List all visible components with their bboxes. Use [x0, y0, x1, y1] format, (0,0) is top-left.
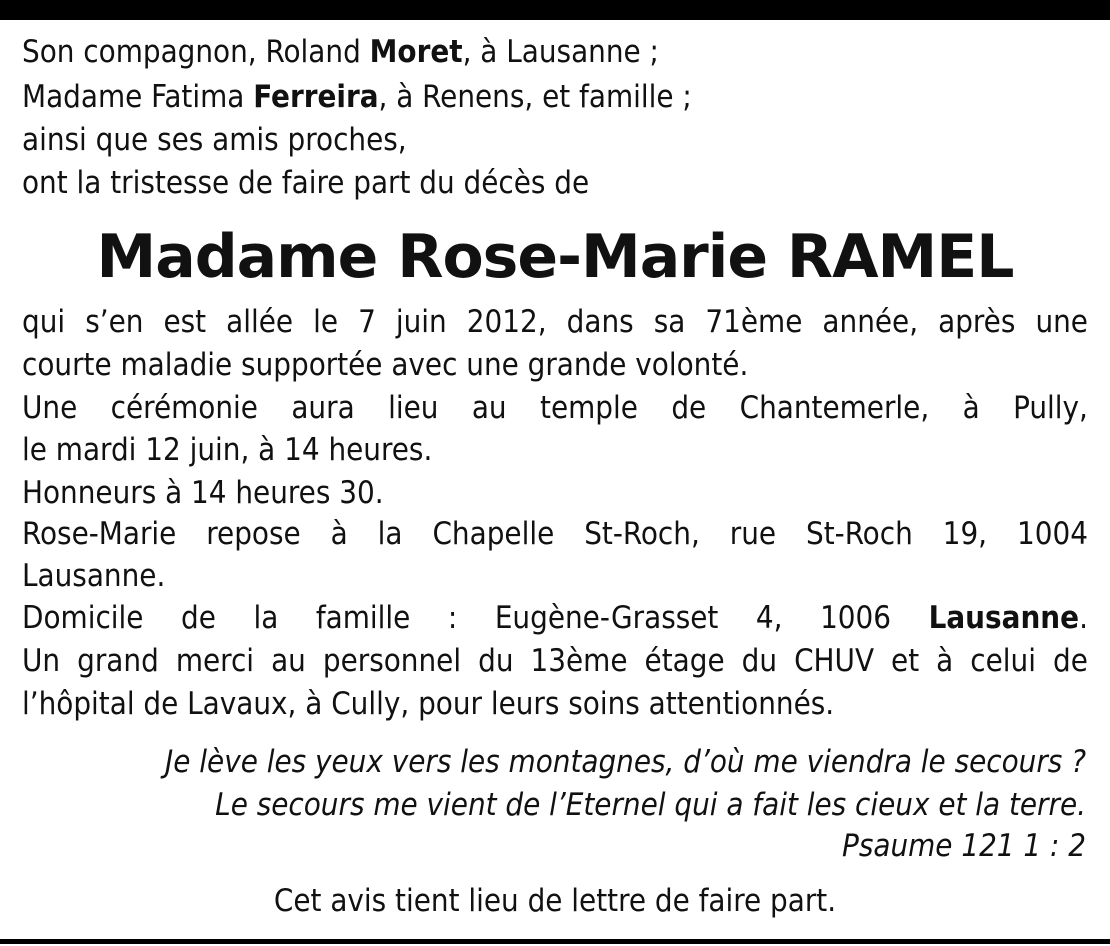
body-p4-line1: [22, 514, 1088, 554]
word: est: [163, 304, 207, 340]
deceased-name: Madame Rose-Marie RAMEL: [96, 222, 1014, 292]
announcer-line-4: ont la tristesse de faire part du décès de: [22, 165, 590, 201]
announcer-line-2: [22, 77, 692, 117]
word: lieu: [388, 390, 439, 426]
word: 1004: [1016, 516, 1088, 552]
word: le: [313, 304, 339, 340]
body-p6-line2: l’hôpital de Lavaux, à Cully, pour leurs soins attentionnés.: [22, 686, 835, 722]
word: allée: [226, 304, 294, 340]
word: repose: [206, 516, 301, 552]
word: année,: [822, 304, 919, 340]
word: Domicile: [22, 600, 144, 636]
word: sa: [653, 304, 686, 340]
word: de: [1053, 643, 1088, 679]
family-city-bold: Lausanne: [928, 600, 1080, 636]
word: de: [181, 600, 216, 636]
word: juin: [395, 304, 447, 340]
announcer-2-surname: Ferreira: [253, 79, 379, 115]
psalm-quote-line-1: Je lève les yeux vers les montagnes, d’où me viendra le secours ?: [165, 744, 1086, 780]
announcer-1-place: , à Lausanne ;: [462, 34, 659, 70]
word: grand: [77, 643, 159, 679]
word: au: [471, 390, 507, 426]
word: :: [447, 600, 458, 636]
word: dans: [566, 304, 634, 340]
word: étage: [644, 643, 725, 679]
word: 2012,: [466, 304, 547, 340]
word: Chantemerle,: [739, 390, 930, 426]
word: qui: [22, 304, 66, 340]
word: Une: [22, 390, 78, 426]
word: 19,: [942, 516, 988, 552]
word: de: [671, 390, 707, 426]
word: CHUV: [794, 643, 875, 679]
word: une: [1035, 304, 1088, 340]
word: famille: [315, 600, 411, 636]
announcer-2-place: , à Renens, et famille ;: [378, 79, 692, 115]
word: 1006: [820, 600, 892, 636]
body-p2-line2: le mardi 12 juin, à 14 heures.: [22, 432, 433, 468]
body-p6-line1: [22, 641, 1088, 681]
body-p3: Honneurs à 14 heures 30.: [22, 475, 384, 511]
psalm-reference: Psaume 121 1 : 2: [842, 828, 1086, 864]
word: St-Roch: [806, 516, 913, 552]
word: à: [330, 516, 348, 552]
announcer-1-text: Son compagnon, Roland: [22, 34, 370, 70]
body-p5-line1: [22, 598, 1088, 638]
announcer-1-surname: Moret: [369, 34, 463, 70]
word: Un: [22, 643, 61, 679]
word: temple: [540, 390, 638, 426]
word: la: [377, 516, 403, 552]
body-p1-line1: [22, 302, 1088, 342]
word: 4,: [755, 600, 783, 636]
bottom-border-rule: [0, 939, 1110, 944]
announcer-line-1: [22, 32, 659, 72]
word: Eugène-Grasset: [494, 600, 719, 636]
announcer-line-3: ainsi que ses amis proches,: [22, 122, 407, 158]
word: merci: [175, 643, 255, 679]
word: Rose-Marie: [22, 516, 177, 552]
word: 71ème: [705, 304, 803, 340]
word: et: [891, 643, 920, 679]
word: St-Roch,: [584, 516, 700, 552]
word: Pully,: [1013, 390, 1088, 426]
word: personnel: [322, 643, 462, 679]
word: cérémonie: [110, 390, 258, 426]
word: la: [253, 600, 279, 636]
word: rue: [729, 516, 777, 552]
psalm-quote-line-2: Le secours me vient de l’Eternel qui a fait les cieux et la terre.: [215, 787, 1086, 823]
word: Lausanne.: [928, 600, 1088, 636]
footer-note: Cet avis tient lieu de lettre de faire part.: [273, 883, 837, 919]
top-border-rule: [0, 0, 1110, 20]
word: 13ème: [530, 643, 628, 679]
word: après: [938, 304, 1016, 340]
body-p4-line2: Lausanne.: [22, 558, 166, 594]
word: au: [271, 643, 306, 679]
word: du: [478, 643, 514, 679]
announcer-2-text: Madame Fatima: [22, 79, 254, 115]
body-p1-line2: courte maladie supportée avec une grande volonté.: [22, 347, 749, 383]
body-p2-line1: [22, 388, 1088, 428]
word: celui: [970, 643, 1036, 679]
word: à: [936, 643, 954, 679]
word: du: [741, 643, 778, 679]
word: 7: [358, 304, 376, 340]
word: s’en: [85, 304, 144, 340]
word: aura: [291, 390, 355, 426]
word: Chapelle: [432, 516, 555, 552]
word: à: [962, 390, 980, 426]
